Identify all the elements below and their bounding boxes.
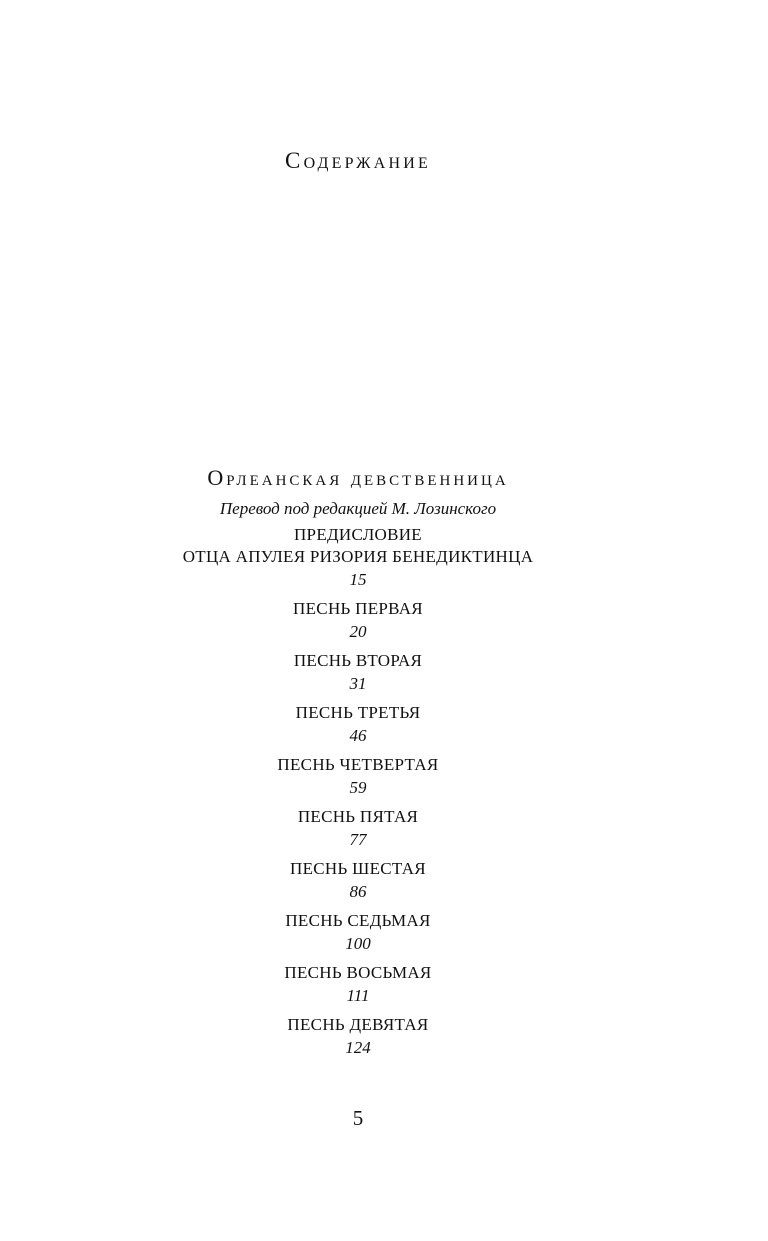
toc-entry-title [0, 754, 716, 776]
toc-entry-page-number: 111 [346, 986, 370, 1005]
toc-section [0, 462, 716, 1060]
toc-entry-page-number: 100 [345, 934, 371, 953]
toc-entry-title [0, 910, 716, 932]
toc-entry-title [0, 650, 716, 672]
toc-entry-title-line: ПЕСНЬ ПЯТАЯ [297, 807, 419, 826]
toc-entry-title [0, 858, 716, 880]
toc-entry-title-line: ПЕСНЬ ДЕВЯТАЯ [287, 1015, 429, 1034]
toc-entry[interactable] [0, 806, 716, 852]
section-title: Орлеанская девственница [207, 465, 509, 490]
toc-entry-title-line: ПЕСНЬ ЧЕТВЕРТАЯ [277, 755, 439, 774]
toc-list [0, 524, 716, 1060]
toc-entry[interactable] [0, 962, 716, 1008]
toc-entry-title [0, 598, 716, 620]
toc-entry-page-number: 46 [349, 726, 367, 745]
toc-entry[interactable] [0, 1014, 716, 1060]
toc-entry[interactable] [0, 650, 716, 696]
toc-entry-title-line: ПЕСНЬ ВОСЬМАЯ [284, 963, 432, 982]
toc-entry[interactable] [0, 858, 716, 904]
toc-entry-title-line: ПЕСНЬ ВТОРАЯ [293, 651, 423, 670]
toc-entry-title [0, 962, 716, 984]
page-heading: Содержание [285, 148, 431, 173]
toc-entry-title-line: ПЕСНЬ ПЕРВАЯ [293, 599, 423, 618]
toc-entry-page-number: 124 [345, 1038, 371, 1057]
toc-entry-title-line: ОТЦА АПУЛЕЯ РИЗОРИЯ БЕНЕДИКТИНЦА [182, 547, 534, 566]
toc-entry-title-line: ПРЕДИСЛОВИЕ [293, 525, 422, 544]
toc-entry[interactable] [0, 910, 716, 956]
toc-entry-title-line: ПЕСНЬ ШЕСТАЯ [290, 859, 426, 878]
section-subtitle: Перевод под редакцией М. Лозинского [219, 499, 497, 518]
toc-entry-page-number: 20 [349, 622, 367, 641]
toc-entry-title-line: ПЕСНЬ ТРЕТЬЯ [295, 703, 421, 722]
toc-entry-page-number: 59 [349, 778, 367, 797]
toc-entry[interactable] [0, 524, 716, 592]
toc-entry-page-number: 77 [349, 830, 367, 849]
toc-entry-page-number: 31 [349, 674, 367, 693]
toc-entry-page-number: 15 [349, 570, 367, 589]
toc-entry-title [0, 524, 716, 568]
toc-entry-title-line: ПЕСНЬ СЕДЬМАЯ [285, 911, 431, 930]
toc-entry[interactable] [0, 598, 716, 644]
toc-entry-title [0, 702, 716, 724]
toc-entry-title [0, 806, 716, 828]
page-number: 5 [352, 1106, 364, 1130]
toc-entry[interactable] [0, 754, 716, 800]
toc-entry-title [0, 1014, 716, 1036]
toc-entry[interactable] [0, 702, 716, 748]
toc-entry-page-number: 86 [349, 882, 367, 901]
